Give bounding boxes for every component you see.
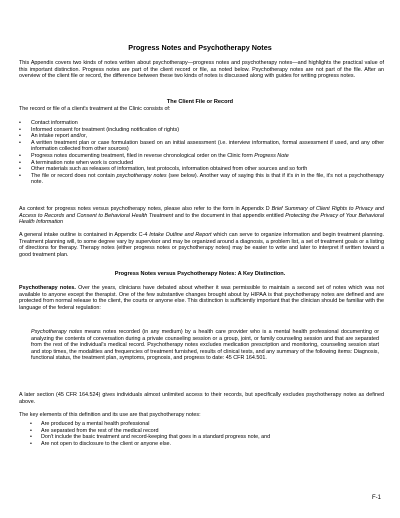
list-item: • Other materials such as releases of information, test protocols, information obtained from other sources and so forth xyxy=(19,166,384,173)
list-item: • Informed consent for treatment (including notification of rights) xyxy=(19,127,384,134)
list-item: • Are separated from the rest of the medical record xyxy=(30,428,380,435)
list-item: • An intake report and/or, xyxy=(19,133,384,140)
page-title: Progress Notes and Psychotherapy Notes xyxy=(128,43,272,52)
list-item: • Don't include the basic treatment and record-keeping that goes in a standard progress note, and xyxy=(30,434,380,441)
list-item: • Are not open to disclosure to the client or anyone else. xyxy=(30,441,380,448)
list-item: • A termination note when work is concluded xyxy=(19,160,384,167)
client-file-list xyxy=(19,120,384,186)
list-item: • A written treatment plan or case formulation based on an initial assessment (i.e. interview information, formal assessment if used, and any other information collected from other sources) xyxy=(19,140,384,153)
intake-outline-paragraph: A general intake outline is contained in Appendix C-4 Intake Outline and Report which can serve to organize information and begin treatment planning. Treatment planning will, to some degree vary by supervisor and may be organized around a diagnosis, a problem list, a set of treatment goals or a listing of directions for therapy. Therapy notes (either progress notes or psychotherapy notes) may be easier to write and later to interpret if written toward a good treatment plan. xyxy=(19,232,384,258)
regulation-quote: Psychotherapy notes means notes recorded (in any medium) by a health care provider who is a mental health professional documenting or analyzing the contents of conversation during a private counseling session or a group, joint, or family counseling session and that are separated from the rest of the individual's medical record. Psychotherapy notes excludes medication prescription and monitoring, counseling session start and stop times, the modalities and frequencies of treatment furnished, results of clinical tests, and any summary of the following items: Diagnosis, functional status, the treatment plan, symptoms, prognosis, and progress to date: 45 CFR 164.501. xyxy=(31,329,379,362)
context-paragraph: As context for progress notes versus psychotherapy notes, please also refer to the form in Appendix D Brief Summary of Client Rights to Privacy and Access to Records and Consent to Behavioral Health Treatment and to the document in that appendix entitled Protecting the Privacy of Your Behavioral Health Information xyxy=(19,206,384,226)
intro-paragraph: This Appendix covers two kinds of notes written about psychotherapy—progress notes and psychotherapy notes—and highlights the practical value of this important distinction. Progress notes are part of the client record or file, as noted below. Psychotherapy notes are not part of the file. After an overview of the client file or record, the difference between these two kinds of notes is discussed along with guides for writing progress notes. xyxy=(19,60,384,80)
client-file-lead: The record or file of a client's treatment at the Clinic consists of: xyxy=(19,106,171,112)
list-item: • Contact information xyxy=(19,120,384,127)
section-heading-key-distinction: Progress Notes versus Psychotherapy Notes: A Key Distinction. xyxy=(114,271,286,277)
list-item: • The file or record does not contain psychotherapy notes (see below). Another way of saying this is that if it's in in the file, it's not a psychotherapy note. xyxy=(19,173,384,186)
list-item: • Are produced by a mental health professional xyxy=(30,421,380,428)
page-number: F-1 xyxy=(372,495,381,501)
key-elements-lead: The key elements of this definition and its use are that psychotherapy notes: xyxy=(19,412,201,418)
later-section-paragraph: A later section (45 CFR 164.524) gives individuals almost unlimited access to their records, but specifically excludes psychotherapy notes as defined above. xyxy=(19,392,384,405)
key-elements-list xyxy=(30,421,380,447)
list-item: • Progress notes documenting treatment, filed in reverse chronological order on the Clinic form Progress Note xyxy=(19,153,384,160)
section-heading-client-file: The Client File or Record xyxy=(166,99,234,105)
psychotherapy-notes-paragraph: Psychotherapy notes. Over the years, clinicians have debated about whether it was permissible to maintain a second set of notes which was not available to anyone except the therapist. One of the few substantive changes brought about by HIPAA is that psychotherapy notes are defined and are protected from normal release to the client, the courts or anyone else. This distinction is sufficiently important that the clinician should be familiar with the language of the federal regulation: xyxy=(19,285,384,311)
